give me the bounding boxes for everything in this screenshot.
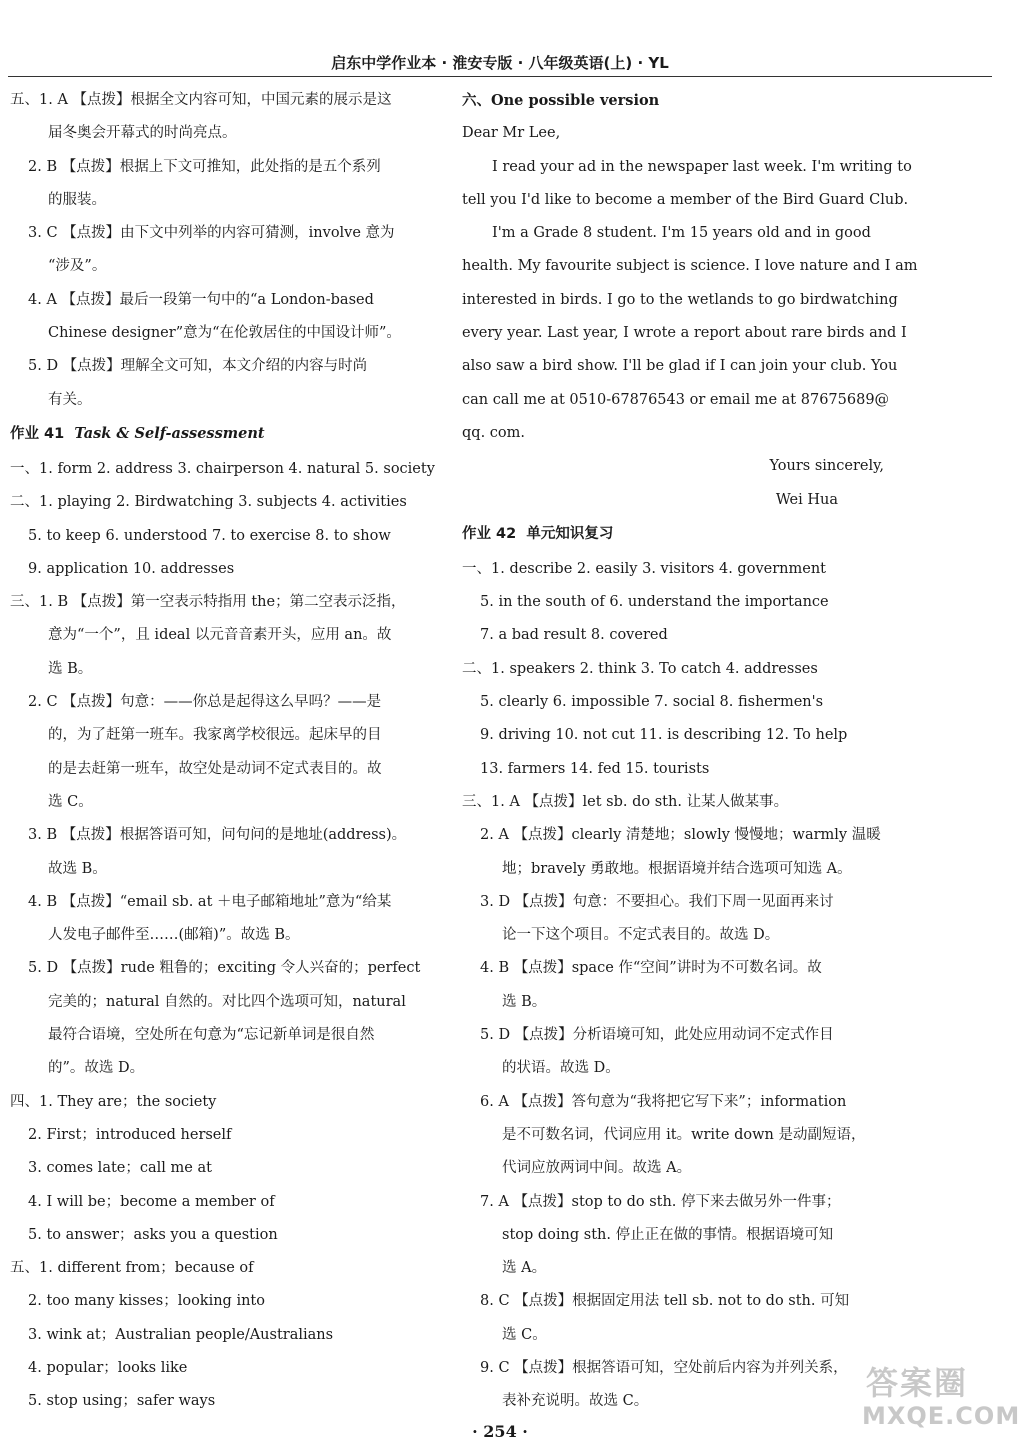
essay-heading: 六、One possible version — [462, 92, 660, 109]
answer-line: 4. A 【点拨】最后一段第一句中的“a London-based — [28, 291, 374, 308]
answer-line: 一、1. describe 2. easily 3. visitors 4. government — [462, 560, 826, 577]
answer-line: 5. D 【点拨】理解全文可知，本文介绍的内容与时尚 — [28, 358, 368, 375]
answer-line: 2. too many kisses；looking into — [28, 1293, 265, 1310]
answer-line: 5. clearly 6. impossible 7. social 8. fishermen's — [480, 694, 824, 711]
answer-line: 3. D 【点拨】句意：不要担心。我们下周一见面再来讨 — [480, 893, 834, 910]
answer-line: 人发电子邮件至……(邮箱)”。故选 B。 — [48, 927, 300, 944]
page-number: · 254 · — [472, 1422, 528, 1441]
watermark-url: MXQE.COM — [862, 1402, 1020, 1430]
answer-line: 6. A 【点拨】答句意为“我将把它写下来”；information — [480, 1093, 847, 1110]
answer-line: 5. in the south of 6. understand the importance — [480, 594, 829, 611]
answer-line: “涉及”。 — [48, 258, 107, 275]
answer-line: 3. B 【点拨】根据答语可知，问句问的是地址(address)。 — [28, 827, 407, 844]
answer-line: 代词应放两词中间。故选 A。 — [502, 1160, 692, 1177]
answer-line: 13. farmers 14. fed 15. tourists — [480, 760, 710, 777]
answer-line: 二、1. playing 2. Birdwatching 3. subjects 4. activities — [10, 494, 407, 511]
answer-line: 选 C。 — [48, 793, 93, 810]
answer-line: 9. driving 10. not cut 11. is describing 12. To help — [480, 727, 848, 744]
answer-line: 完美的；natural 自然的。对比四个选项可知，natural — [48, 993, 406, 1010]
answer-line: 8. C 【点拨】根据固定用法 tell sb. not to do sth. 可知 — [480, 1293, 850, 1310]
left-column — [10, 84, 440, 1419]
answer-line: 7. A 【点拨】stop to do sth. 停下来去做另外一件事； — [480, 1193, 841, 1210]
answer-line: stop doing sth. 停止正在做的事情。根据语境可知 — [502, 1226, 834, 1243]
answer-line: 9. C 【点拨】根据答语可知，空处前后内容为并列关系， — [480, 1359, 848, 1376]
answer-line: 四、1. They are；the society — [10, 1093, 217, 1110]
watermark-logo — [858, 1354, 1020, 1438]
answer-line: 5. stop using；safer ways — [28, 1393, 216, 1410]
essay-line: every year. Last year, I wrote a report about rare birds and I — [462, 325, 907, 342]
answer-line: 地；bravely 勇敢地。根据语境并结合选项可知选 A。 — [502, 860, 852, 877]
answer-line: 五、1. A 【点拨】根据全文内容可知，中国元素的展示是这 — [10, 92, 392, 108]
answer-line: 4. B 【点拨】space 作“空间”讲时为不可数名词。故 — [480, 960, 822, 977]
essay-signature: Wei Hua — [775, 491, 838, 508]
answer-line: 的状语。故选 D。 — [502, 1060, 620, 1077]
answer-line: 选 C。 — [502, 1326, 547, 1343]
essay-greeting: Dear Mr Lee, — [462, 125, 561, 142]
answer-line: 的，为了赶第一班车。我家离学校很远。起床早的目 — [48, 727, 382, 744]
answer-line: 选 A。 — [502, 1260, 547, 1277]
answer-line: 选 B。 — [502, 993, 547, 1010]
essay-line: health. My favourite subject is science. I love nature and I am — [462, 258, 918, 275]
answer-line: 9. application 10. addresses — [28, 560, 235, 577]
essay-line: tell you I'd like to become a member of the Bird Guard Club. — [462, 191, 909, 208]
answer-line: 7. a bad result 8. covered — [480, 627, 668, 644]
answer-line: 选 B。 — [48, 660, 93, 677]
page-header — [8, 38, 992, 78]
essay-line: I read your ad in the newspaper last week. I'm writing to — [492, 158, 912, 175]
section-name: 单元知识复习 — [526, 525, 614, 542]
answer-line: 最符合语境，空处所在句意为“忘记新单词是很自然 — [48, 1027, 375, 1044]
answer-line: 三、1. A 【点拨】let sb. do sth. 让某人做某事。 — [462, 793, 789, 810]
answer-line: 的是去赶第一班车，故空处是动词不定式表目的。故 — [48, 760, 382, 777]
section-tag: 作业 41 — [10, 425, 65, 442]
section-heading-41 — [10, 417, 440, 453]
answer-line: 二、1. speakers 2. think 3. To catch 4. addresses — [462, 660, 818, 677]
answer-line: 5. to answer；asks you a question — [28, 1226, 278, 1243]
answer-line: 表补充说明。故选 C。 — [502, 1393, 649, 1410]
answer-line: 3. C 【点拨】由下文中列举的内容可猜测，involve 意为 — [28, 225, 395, 242]
answer-line: 5. D 【点拨】分析语境可知，此处应用动词不定式作目 — [480, 1027, 834, 1044]
answer-line: 2. First；introduced herself — [28, 1126, 232, 1143]
essay-closing: Yours sincerely, — [769, 458, 884, 475]
answer-line: 三、1. B 【点拨】第一空表示特指用 the；第二空表示泛指， — [10, 594, 406, 611]
answer-line: 3. comes late；call me at — [28, 1160, 212, 1177]
running-title: 启东中学作业本 · 淮安专版 · 八年级英语(上) · YL — [331, 54, 669, 72]
answer-line: 5. to keep 6. understood 7. to exercise 8. to show — [28, 527, 391, 544]
answer-line: 5. D 【点拨】rude 粗鲁的；exciting 令人兴奋的；perfect — [28, 960, 421, 977]
answer-line: 4. popular；looks like — [28, 1359, 188, 1376]
answer-line: 五、1. different from；because of — [10, 1260, 254, 1277]
essay-line: also saw a bird show. I'll be glad if I can join your club. You — [462, 358, 898, 375]
header-rule — [8, 76, 992, 77]
essay-line: interested in birds. I go to the wetlands to go birdwatching — [462, 291, 898, 308]
answer-line: 2. B 【点拨】根据上下文可推知，此处指的是五个系列 — [28, 158, 381, 175]
answer-line: 2. A 【点拨】clearly 清楚地；slowly 慢慢地；warmly 温暖 — [480, 827, 881, 844]
answer-line: 的”。故选 D。 — [48, 1060, 145, 1077]
section-heading-42 — [462, 517, 888, 553]
answer-line: 是不可数名词，代词应用 it。write down 是动副短语， — [502, 1126, 866, 1143]
section-tag: 作业 42 — [462, 525, 517, 542]
answer-line: 故选 B。 — [48, 860, 107, 877]
essay-line: can call me at 0510-67876543 or email me at 87675689@ — [462, 391, 890, 408]
answer-line: 4. I will be；become a member of — [28, 1193, 275, 1210]
section-name: Task & Self-assessment — [74, 424, 265, 442]
answer-line: 意为“一个”，且 ideal 以元音音素开头，应用 an。故 — [48, 627, 392, 644]
answer-line: 届冬奥会开幕式的时尚亮点。 — [48, 125, 237, 142]
essay-line: I'm a Grade 8 student. I'm 15 years old and in good — [492, 225, 871, 242]
answer-line: 论一下这个项目。不定式表目的。故选 D。 — [502, 927, 780, 944]
answer-line: 一、1. form 2. address 3. chairperson 4. natural 5. society — [10, 460, 435, 477]
answer-line: 3. wink at；Australian people/Australians — [28, 1326, 334, 1343]
answer-line: 的服装。 — [48, 191, 106, 208]
answer-line: Chinese designer”意为“在伦敦居住的中国设计师”。 — [48, 325, 401, 342]
essay-line: qq. com. — [462, 424, 525, 441]
answer-line: 4. B 【点拨】“email sb. at ＋电子邮箱地址”意为“给某 — [28, 893, 392, 910]
answer-line: 有关。 — [48, 391, 92, 408]
answer-line: 2. C 【点拨】句意：——你总是起得这么早吗？——是 — [28, 694, 382, 711]
watermark-text: 答案圈 — [866, 1364, 969, 1402]
